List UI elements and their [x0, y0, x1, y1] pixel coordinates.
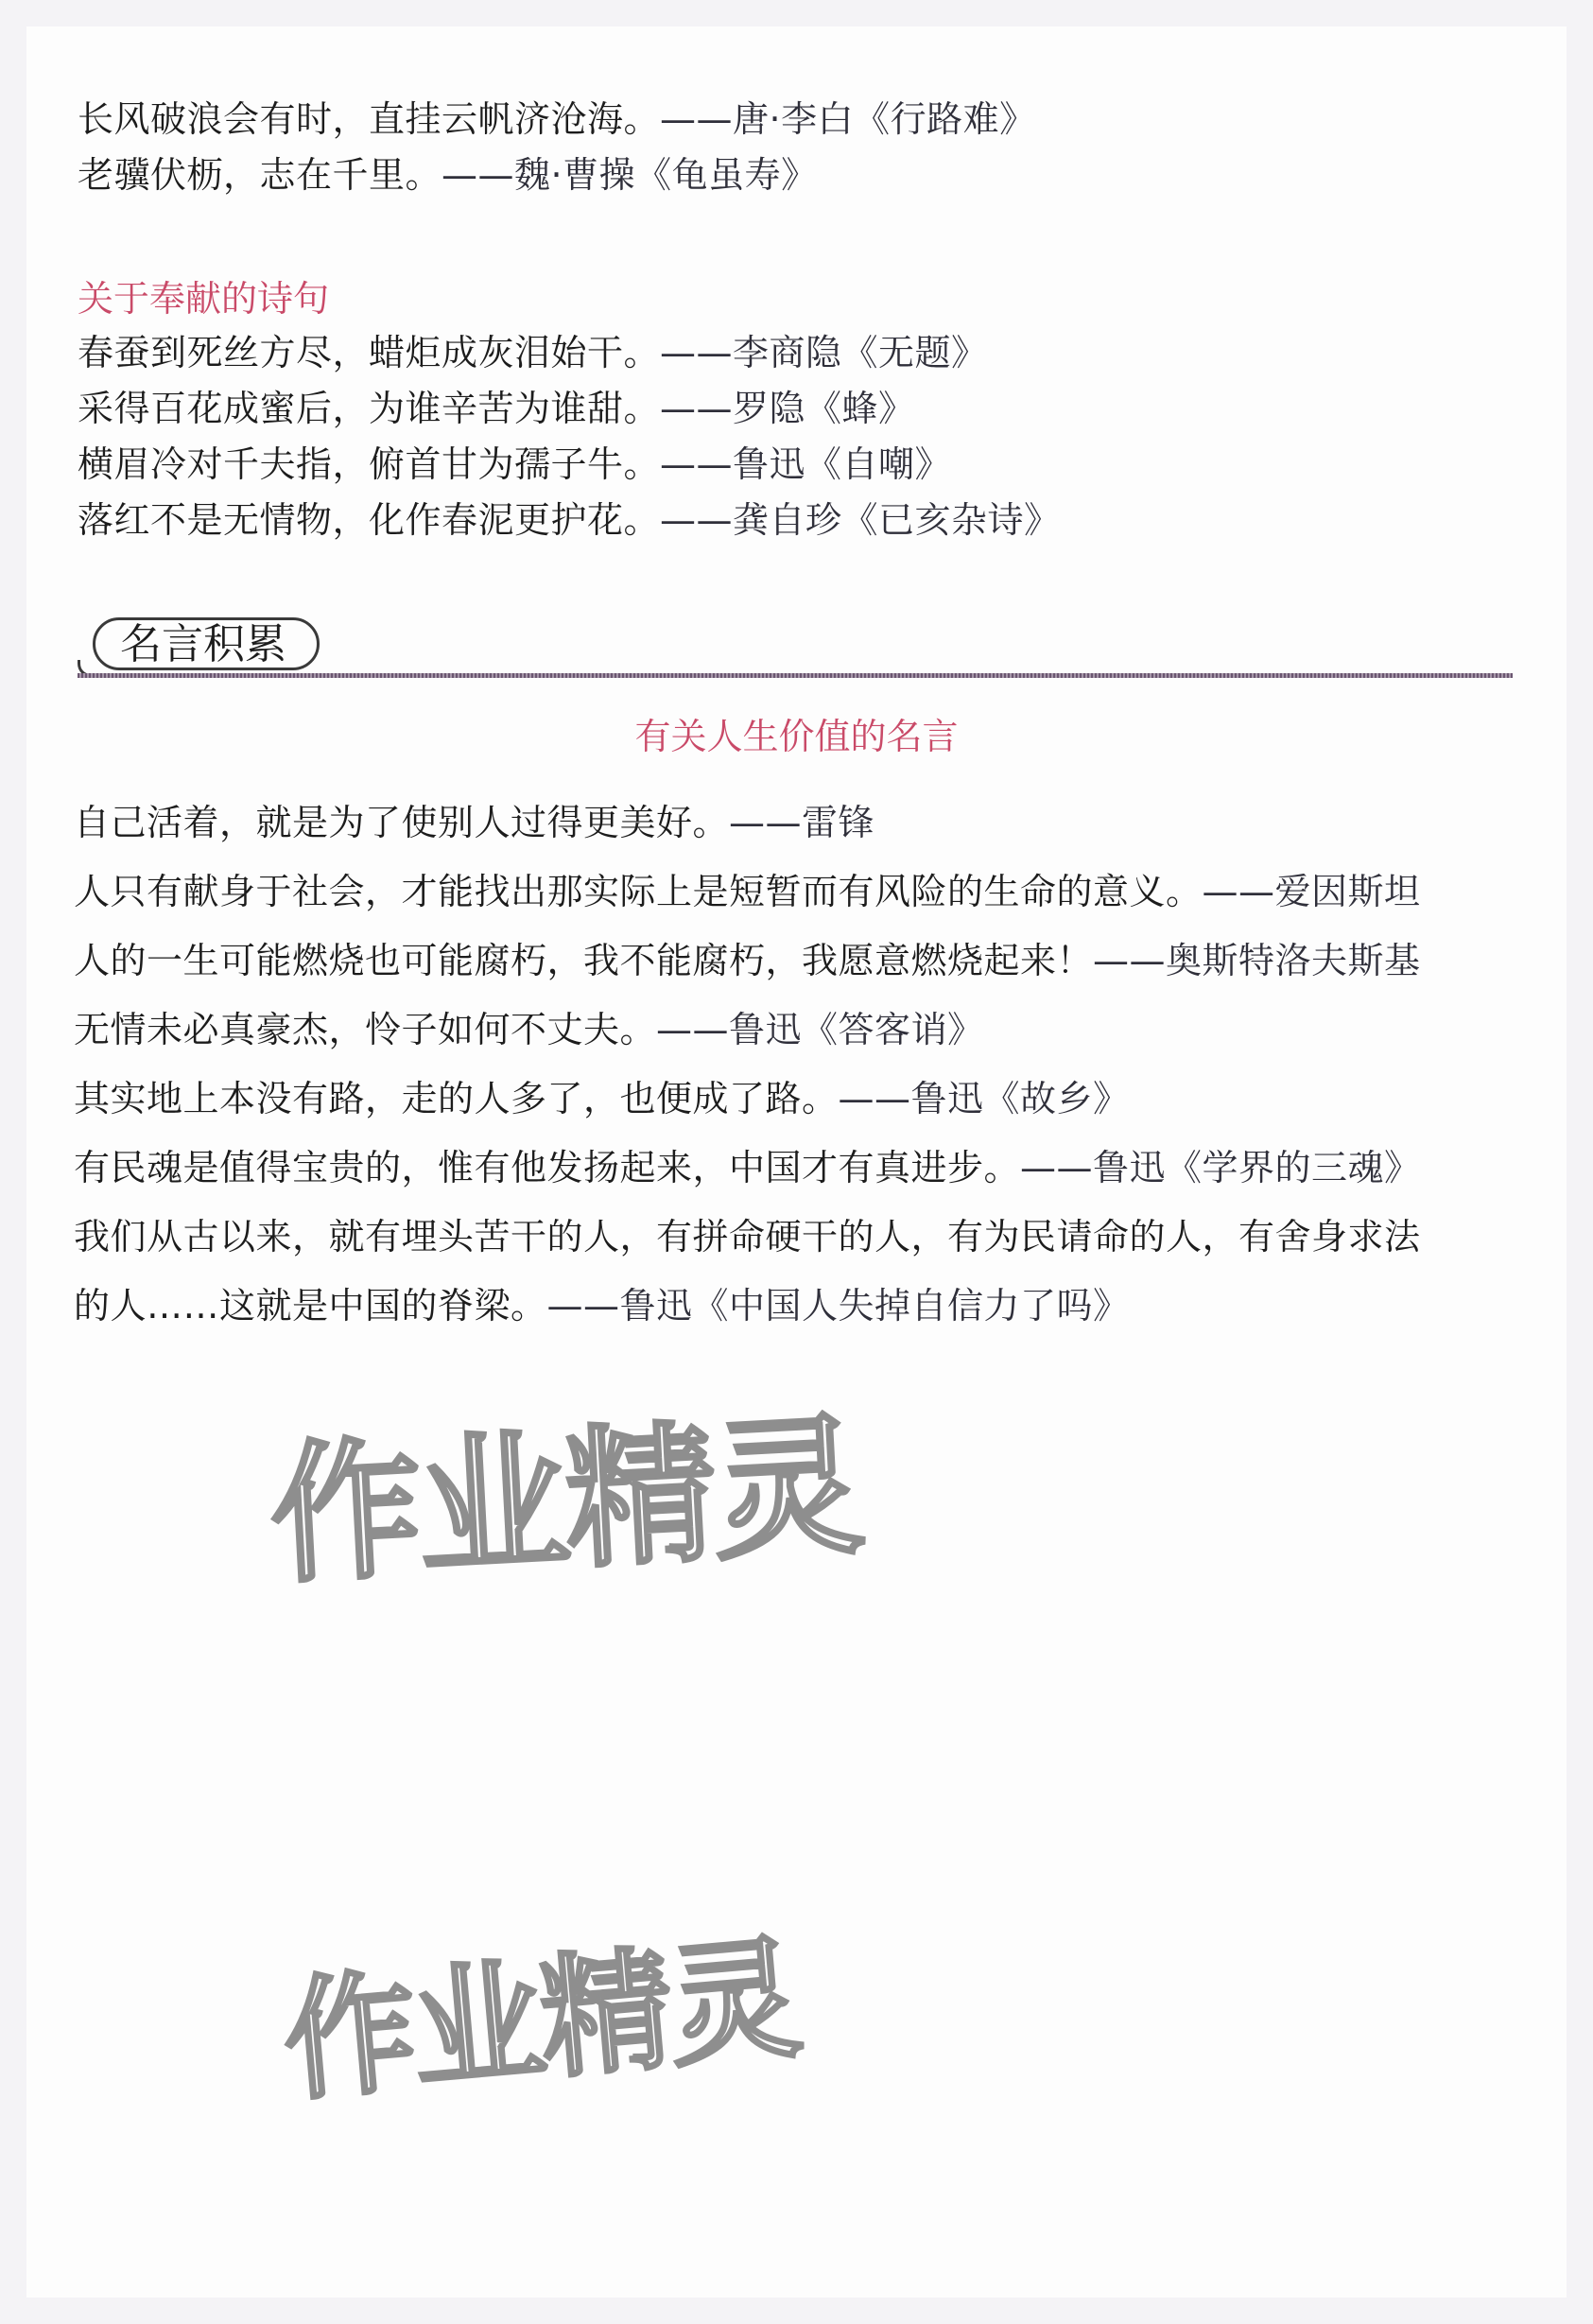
quote-source: ——奥斯特洛夫斯基 [1093, 940, 1421, 981]
poem-text: 采得百花成蜜后，为谁辛苦为谁甜。 [78, 388, 661, 429]
quote-line [74, 1145, 1421, 1190]
quote-text: 其实地上本没有路，走的人多了，也便成了路。 [74, 1078, 839, 1119]
poem-source: ——罗隐《蜂》 [660, 388, 915, 429]
section-title: 名言积累 [120, 620, 286, 668]
poem-text: 春蚕到死丝方尽，蜡炬成灰泪始干。 [78, 332, 661, 373]
section-divider [78, 673, 1513, 678]
quote-line [74, 1283, 1130, 1328]
poem-text: 横眉冷对千夫指，俯首甘为孺子牛。 [78, 443, 661, 485]
poem-line [78, 442, 951, 487]
page [26, 26, 1567, 2298]
quote-line [74, 869, 1421, 914]
quote-line [74, 800, 874, 845]
poem-line [78, 330, 988, 375]
quote-text: 无情未必真豪杰，怜子如何不丈夫。 [74, 1009, 657, 1050]
quote-text: 自己活着，就是为了使别人过得更美好。 [74, 802, 730, 843]
section-title-badge [93, 617, 320, 670]
poem-text: 落红不是无情物，化作春泥更护花。 [78, 499, 661, 541]
poem-source: ——魏·曹操《龟虽寿》 [442, 154, 818, 196]
quote-text: 我们从古以来，就有埋头苦干的人，有拼命硬干的人，有为民请命的人，有舍身求法 [74, 1216, 1421, 1257]
poem-line [78, 152, 818, 198]
section-subtitle: 有关人生价值的名言 [634, 716, 959, 757]
quote-text: 有民魂是值得宝贵的，惟有他发扬起来，中国才有真进步。 [74, 1147, 1021, 1188]
poem-source: ——李商隐《无题》 [660, 332, 988, 373]
quote-text: 人只有献身于社会，才能找出那实际上是短暂而有风险的生命的意义。 [74, 871, 1203, 912]
watermark: 作业精灵 [277, 1921, 805, 2121]
quote-text: 人的一生可能燃烧也可能腐朽，我不能腐朽，我愿意燃烧起来！ [74, 940, 1094, 981]
quote-source: ——鲁迅《答客诮》 [656, 1009, 984, 1050]
quote-source: ——雷锋 [729, 802, 875, 843]
poem-source: ——鲁迅《自嘲》 [660, 443, 952, 485]
watermark: 作业精灵 [266, 1396, 865, 1605]
quote-source: ——鲁迅《学界的三魂》 [1020, 1147, 1421, 1188]
poem-line [78, 497, 1061, 543]
devotion-heading: 关于奉献的诗句 [78, 278, 330, 320]
quote-line [74, 1214, 1421, 1259]
quote-source: ——鲁迅《中国人失掉自信力了吗》 [546, 1285, 1130, 1327]
quote-line [74, 1076, 1130, 1121]
poem-line [78, 386, 915, 431]
quote-line [74, 938, 1421, 983]
poem-source: ——龚自珍《已亥杂诗》 [660, 499, 1061, 541]
poem-source: ——唐·李白《行路难》 [660, 98, 1036, 140]
quote-line [74, 1007, 984, 1052]
poem-line [78, 96, 1036, 142]
poem-text: 老骥伏枥，志在千里。 [78, 154, 442, 196]
quote-source: ——爱因斯坦 [1202, 871, 1421, 912]
poem-text: 长风破浪会有时，直挂云帆济沧海。 [78, 98, 661, 140]
quote-source: ——鲁迅《故乡》 [838, 1078, 1130, 1119]
quote-text: 的人……这就是中国的脊梁。 [74, 1285, 547, 1327]
